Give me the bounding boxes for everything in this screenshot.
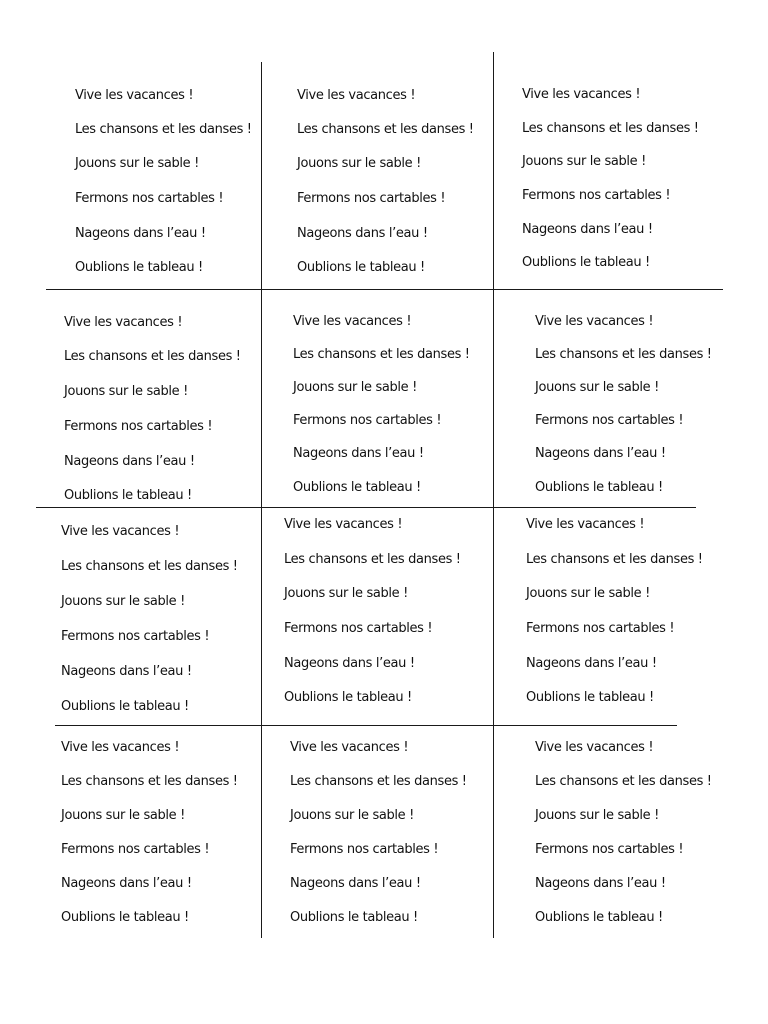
poem-line: Fermons nos cartables ! bbox=[293, 413, 442, 428]
poem-line: Nageons dans l’eau ! bbox=[535, 876, 666, 891]
poem-line: Fermons nos cartables ! bbox=[526, 621, 675, 636]
poem-line: Fermons nos cartables ! bbox=[297, 191, 446, 206]
poem-line: Jouons sur le sable ! bbox=[61, 808, 185, 823]
poem-line: Oublions le tableau ! bbox=[64, 488, 192, 503]
poem-line: Oublions le tableau ! bbox=[297, 260, 425, 275]
poem-line: Jouons sur le sable ! bbox=[526, 586, 650, 601]
poem-line: Oublions le tableau ! bbox=[75, 260, 203, 275]
poem-line: Vive les vacances ! bbox=[64, 315, 183, 330]
poem-line: Oublions le tableau ! bbox=[284, 690, 412, 705]
poem-line: Oublions le tableau ! bbox=[535, 910, 663, 925]
poem-line: Fermons nos cartables ! bbox=[64, 419, 213, 434]
poem-line: Fermons nos cartables ! bbox=[61, 842, 210, 857]
poem-line: Les chansons et les danses ! bbox=[297, 122, 474, 137]
poem-line: Vive les vacances ! bbox=[290, 740, 409, 755]
poem-line: Oublions le tableau ! bbox=[61, 910, 189, 925]
poem-line: Vive les vacances ! bbox=[293, 314, 412, 329]
poem-line: Nageons dans l’eau ! bbox=[284, 656, 415, 671]
poem-line: Jouons sur le sable ! bbox=[290, 808, 414, 823]
poem-line: Les chansons et les danses ! bbox=[290, 774, 467, 789]
poem-line: Fermons nos cartables ! bbox=[75, 191, 224, 206]
poem-line: Jouons sur le sable ! bbox=[284, 586, 408, 601]
poem-line: Oublions le tableau ! bbox=[293, 480, 421, 495]
poem-line: Jouons sur le sable ! bbox=[75, 156, 199, 171]
poem-line: Oublions le tableau ! bbox=[61, 699, 189, 714]
poem-line: Jouons sur le sable ! bbox=[535, 808, 659, 823]
poem-line: Fermons nos cartables ! bbox=[535, 842, 684, 857]
poem-line: Fermons nos cartables ! bbox=[284, 621, 433, 636]
poem-line: Les chansons et les danses ! bbox=[535, 347, 712, 362]
horizontal-cut-line-1 bbox=[46, 289, 723, 290]
poem-line: Nageons dans l’eau ! bbox=[297, 226, 428, 241]
poem-line: Jouons sur le sable ! bbox=[535, 380, 659, 395]
horizontal-cut-line-2 bbox=[36, 507, 696, 508]
poem-line: Les chansons et les danses ! bbox=[61, 774, 238, 789]
poem-line: Oublions le tableau ! bbox=[522, 255, 650, 270]
poem-line: Vive les vacances ! bbox=[526, 517, 645, 532]
poem-line: Les chansons et les danses ! bbox=[284, 552, 461, 567]
vertical-cut-line-right bbox=[493, 52, 494, 938]
poem-line: Vive les vacances ! bbox=[75, 88, 194, 103]
poem-line: Vive les vacances ! bbox=[297, 88, 416, 103]
poem-line: Nageons dans l’eau ! bbox=[64, 454, 195, 469]
poem-line: Nageons dans l’eau ! bbox=[61, 664, 192, 679]
poem-line: Les chansons et les danses ! bbox=[61, 559, 238, 574]
poem-line: Les chansons et les danses ! bbox=[535, 774, 712, 789]
poem-line: Fermons nos cartables ! bbox=[61, 629, 210, 644]
horizontal-cut-line-3 bbox=[55, 725, 677, 726]
poem-line: Nageons dans l’eau ! bbox=[61, 876, 192, 891]
poem-line: Oublions le tableau ! bbox=[526, 690, 654, 705]
poem-line: Jouons sur le sable ! bbox=[64, 384, 188, 399]
poem-line: Les chansons et les danses ! bbox=[526, 552, 703, 567]
poem-line: Fermons nos cartables ! bbox=[535, 413, 684, 428]
poem-line: Jouons sur le sable ! bbox=[522, 154, 646, 169]
poem-line: Vive les vacances ! bbox=[284, 517, 403, 532]
poem-line: Oublions le tableau ! bbox=[290, 910, 418, 925]
poem-line: Oublions le tableau ! bbox=[535, 480, 663, 495]
poem-line: Jouons sur le sable ! bbox=[297, 156, 421, 171]
poem-line: Les chansons et les danses ! bbox=[64, 349, 241, 364]
poem-line: Vive les vacances ! bbox=[61, 740, 180, 755]
poem-line: Nageons dans l’eau ! bbox=[290, 876, 421, 891]
poem-line: Nageons dans l’eau ! bbox=[526, 656, 657, 671]
poem-line: Vive les vacances ! bbox=[61, 524, 180, 539]
poem-line: Vive les vacances ! bbox=[535, 314, 654, 329]
poem-line: Nageons dans l’eau ! bbox=[75, 226, 206, 241]
poem-line: Vive les vacances ! bbox=[535, 740, 654, 755]
poem-line: Vive les vacances ! bbox=[522, 87, 641, 102]
poem-line: Jouons sur le sable ! bbox=[61, 594, 185, 609]
poem-line: Les chansons et les danses ! bbox=[75, 122, 252, 137]
poem-line: Nageons dans l’eau ! bbox=[522, 222, 653, 237]
poem-line: Nageons dans l’eau ! bbox=[293, 446, 424, 461]
poem-line: Fermons nos cartables ! bbox=[522, 188, 671, 203]
poem-line: Les chansons et les danses ! bbox=[522, 121, 699, 136]
poem-line: Les chansons et les danses ! bbox=[293, 347, 470, 362]
poem-line: Nageons dans l’eau ! bbox=[535, 446, 666, 461]
poem-line: Fermons nos cartables ! bbox=[290, 842, 439, 857]
vertical-cut-line-left bbox=[261, 62, 262, 938]
poem-line: Jouons sur le sable ! bbox=[293, 380, 417, 395]
